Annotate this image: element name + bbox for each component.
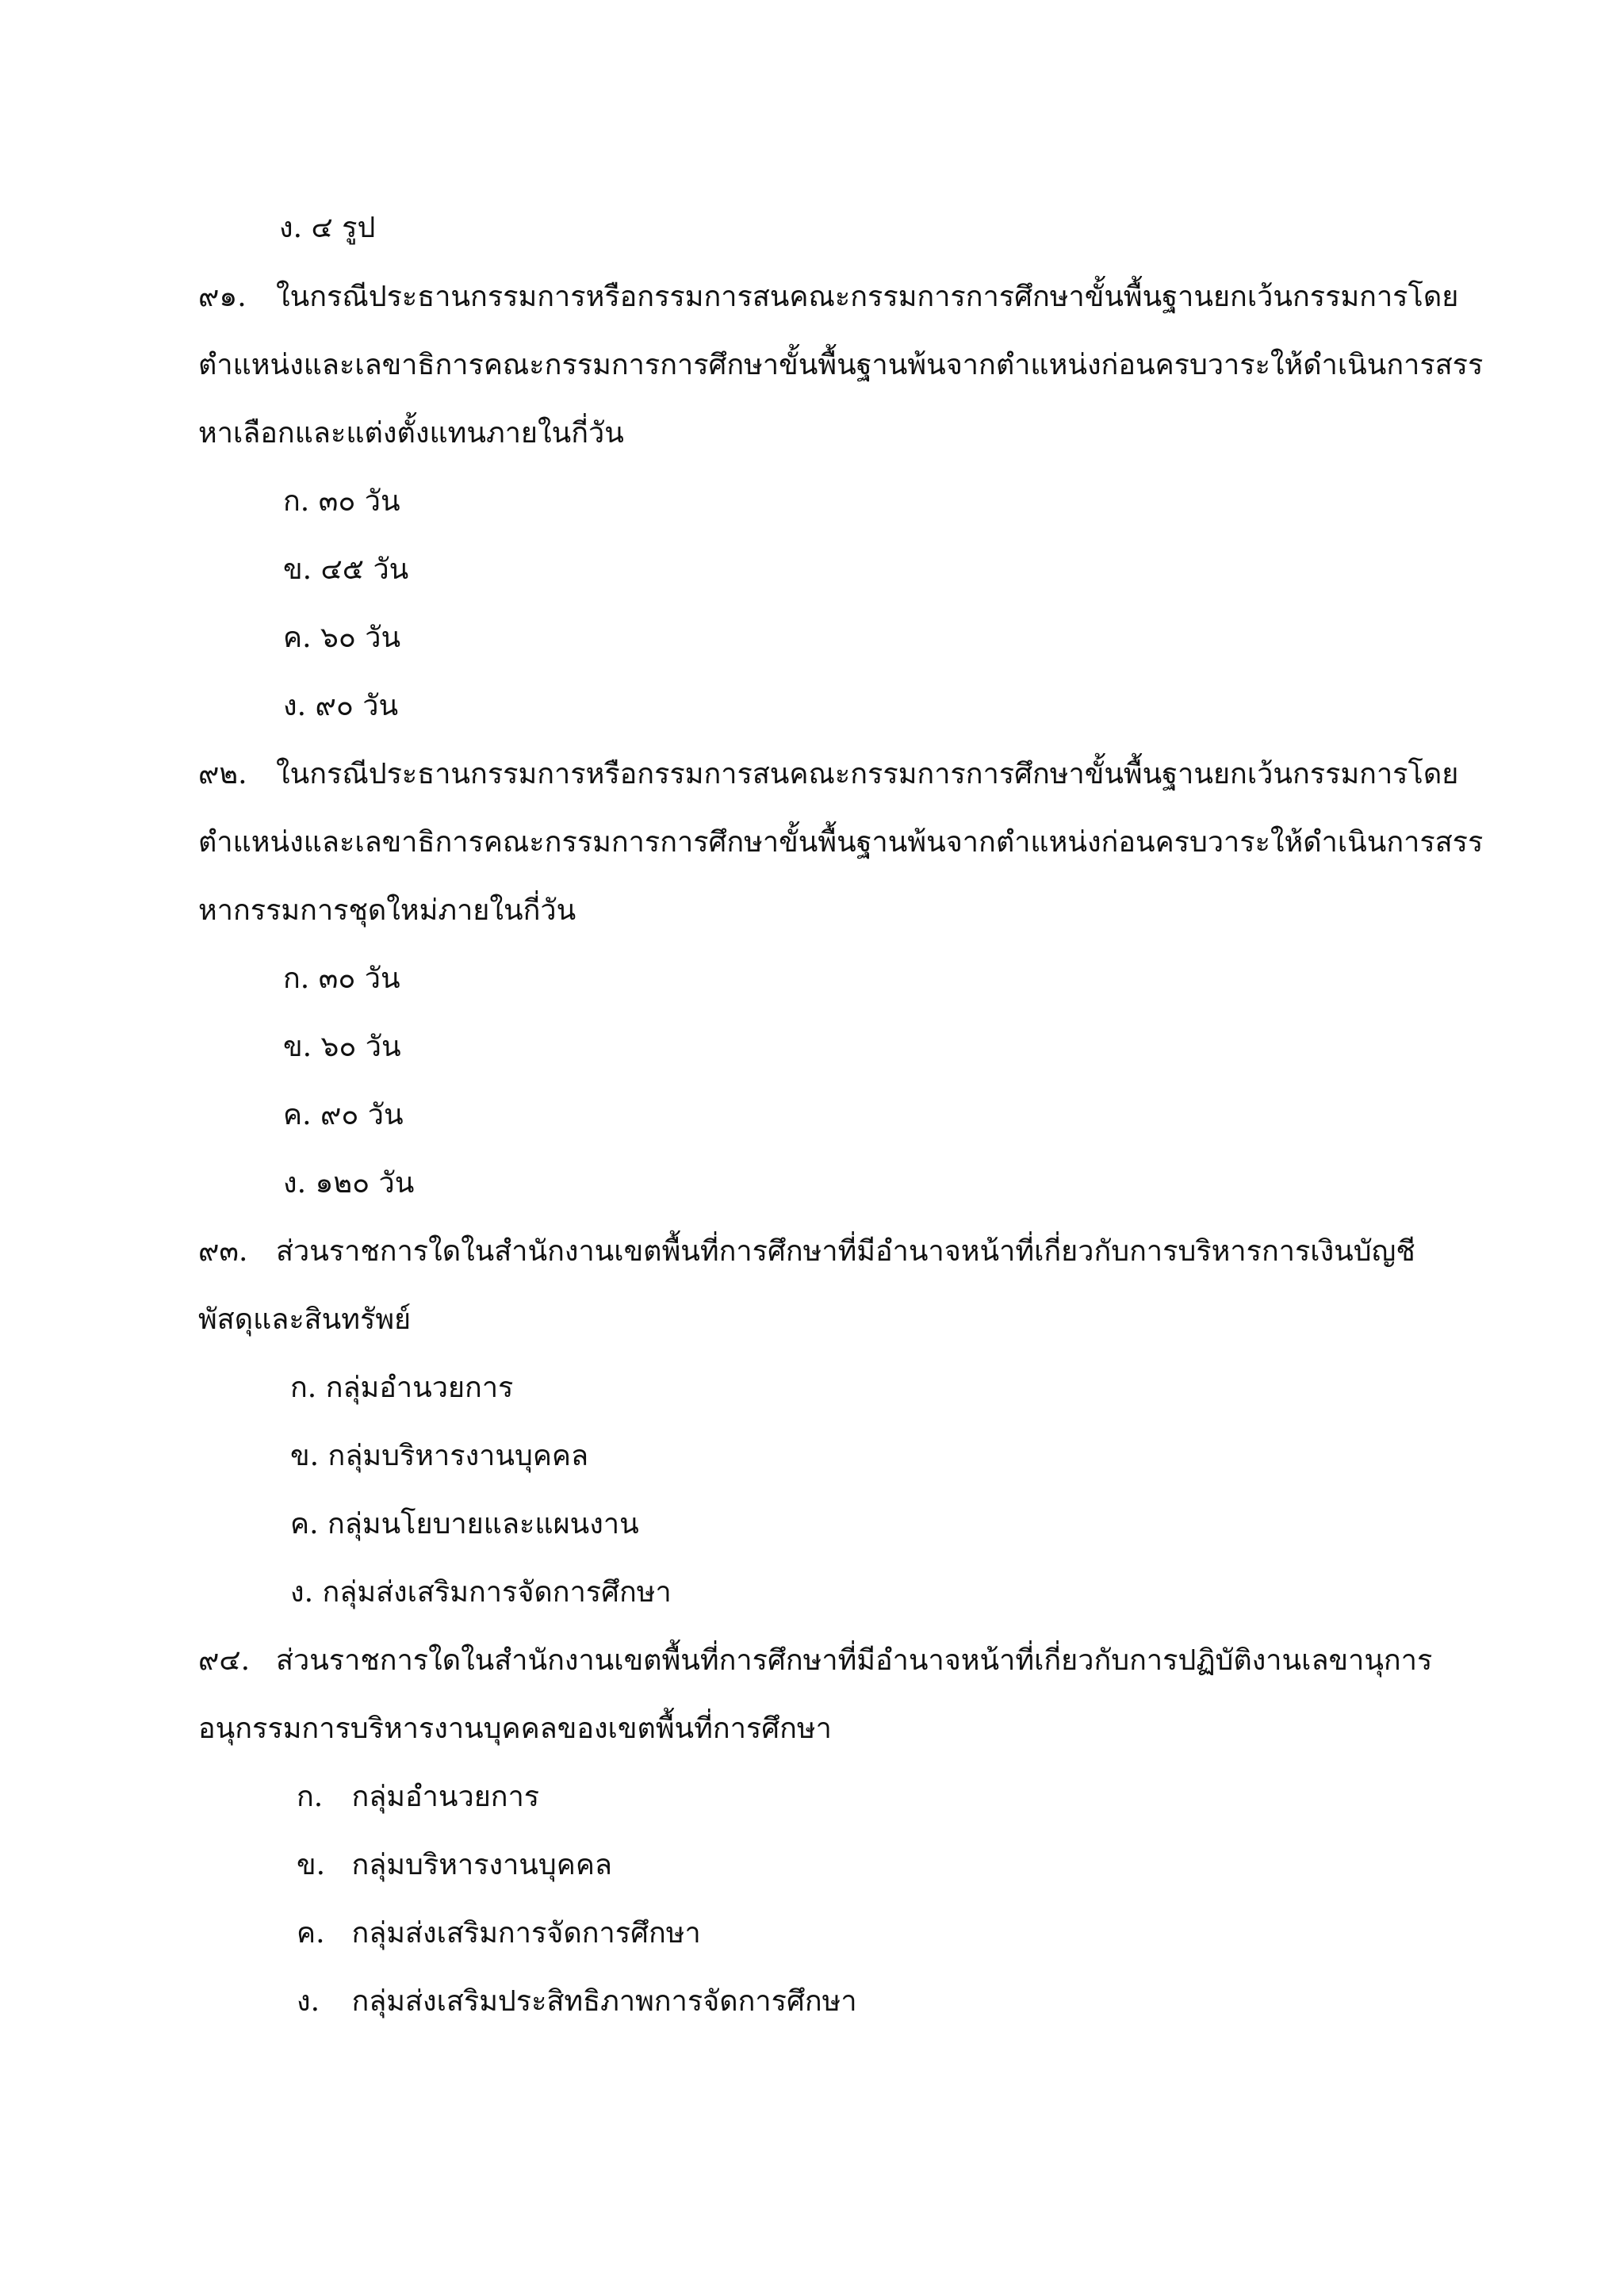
option-label: ข. — [290, 1440, 320, 1472]
option-text: ๙๐ วัน — [315, 690, 399, 722]
option-label: ง. — [279, 212, 303, 244]
option-label: ง. — [290, 1576, 314, 1609]
question-number: ๙๑. — [198, 281, 247, 313]
question-94-option-c — [297, 1914, 701, 1954]
option-label: ก. — [290, 1372, 317, 1404]
question-91-line-3: หาเลือกและแต่งตั้งแทนภายในกี่วัน — [198, 417, 624, 450]
option-text: ๓๐ วัน — [318, 962, 400, 995]
option-text: กลุ่มส่งเสริมการจัดการศึกษา — [351, 1917, 701, 1950]
question-91-option-d — [283, 687, 398, 726]
option-text: ๔๕ วัน — [320, 553, 409, 586]
question-text: ในกรณีประธานกรรมการหรือกรรมการสนคณะกรรมการการศึกษาขั้นพื้นฐานยกเว้นกรรมการโดย — [276, 281, 1459, 313]
question-91-option-a — [283, 482, 400, 522]
leading-option — [279, 209, 375, 248]
option-label: ก. — [297, 1781, 324, 1813]
option-text: กลุ่มบริหารงานบุคคล — [351, 1849, 612, 1881]
option-label: ข. — [283, 1031, 312, 1063]
question-92-line-2: ตำแหน่งและเลขาธิการคณะกรรมการการศึกษาขั้นพื้นฐานพ้นจากตำแหน่งก่อนครบวาระให้ดำเนินการสรร — [198, 826, 1484, 859]
option-label: ก. — [283, 962, 310, 995]
option-text: ๙๐ วัน — [320, 1099, 404, 1131]
option-label: ค. — [283, 622, 312, 654]
question-text: ส่วนราชการใดในสำนักงานเขตพื้นที่การศึกษาที่มีอำนาจหน้าที่เกี่ยวกับการปฏิบัติงานเลขานุการ — [276, 1644, 1433, 1677]
question-93-line-1 — [198, 1232, 1415, 1272]
question-92-option-b — [283, 1027, 401, 1067]
question-94-option-b — [297, 1846, 612, 1885]
option-label: ง. — [297, 1985, 320, 2018]
question-94-option-d — [297, 1982, 857, 2022]
question-93-option-d — [290, 1573, 672, 1613]
question-number: ๙๓. — [198, 1235, 248, 1268]
option-text: ๖๐ วัน — [320, 1031, 401, 1063]
question-text: ในกรณีประธานกรรมการหรือกรรมการสนคณะกรรมการการศึกษาขั้นพื้นฐานยกเว้นกรรมการโดย — [276, 758, 1459, 790]
option-label: ข. — [283, 553, 312, 586]
question-93-line-2: พัสดุและสินทรัพย์ — [198, 1303, 412, 1336]
option-text: กลุ่มบริหารงานบุคคล — [327, 1440, 589, 1472]
question-92-line-1 — [198, 755, 1458, 794]
option-label: ง. — [283, 1167, 307, 1200]
option-text: กลุ่มอำนวยการ — [351, 1781, 540, 1813]
question-94-option-a — [297, 1777, 539, 1817]
option-text: ๓๐ วัน — [318, 485, 400, 518]
question-93-option-c — [290, 1505, 639, 1544]
question-91-option-c — [283, 618, 400, 658]
question-91-option-b — [283, 550, 408, 590]
option-label: ข. — [297, 1849, 326, 1881]
question-94-line-2: อนุกรรมการบริหารงานบุคคลของเขตพื้นที่การศึกษา — [198, 1712, 832, 1745]
option-text: ๖๐ วัน — [320, 622, 401, 654]
question-94-line-1 — [198, 1641, 1432, 1681]
question-number: ๙๔. — [198, 1644, 251, 1677]
question-92-line-3: หากรรมการชุดใหม่ภายในกี่วัน — [198, 894, 576, 927]
option-text: กลุ่มนโยบายและแผนงาน — [327, 1508, 639, 1540]
question-92-option-a — [283, 959, 400, 999]
option-label: ค. — [297, 1917, 325, 1950]
option-text: ๔ รูป — [311, 212, 376, 244]
question-number: ๙๒. — [198, 758, 247, 790]
question-text: ส่วนราชการใดในสำนักงานเขตพื้นที่การศึกษาที่มีอำนาจหน้าที่เกี่ยวกับการบริหารการเงินบัญชี — [276, 1235, 1415, 1268]
question-91-line-1 — [198, 277, 1458, 317]
option-label: ค. — [290, 1508, 319, 1540]
option-text: ๑๒๐ วัน — [315, 1167, 415, 1200]
question-92-option-c — [283, 1096, 404, 1135]
question-92-option-d — [283, 1164, 414, 1203]
question-93-option-b — [290, 1437, 588, 1476]
option-label: ก. — [283, 485, 310, 518]
question-91-line-2: ตำแหน่งและเลขาธิการคณะกรรมการการศึกษาขั้นพื้นฐานพ้นจากตำแหน่งก่อนครบวาระให้ดำเนินการสรร — [198, 349, 1484, 381]
option-label: ง. — [283, 690, 307, 722]
question-93-option-a — [290, 1368, 513, 1408]
option-text: กลุ่มส่งเสริมประสิทธิภาพการจัดการศึกษา — [351, 1985, 857, 2018]
option-text: กลุ่มส่งเสริมการจัดการศึกษา — [322, 1576, 672, 1609]
option-text: กลุ่มอำนวยการ — [325, 1372, 514, 1404]
option-label: ค. — [283, 1099, 312, 1131]
